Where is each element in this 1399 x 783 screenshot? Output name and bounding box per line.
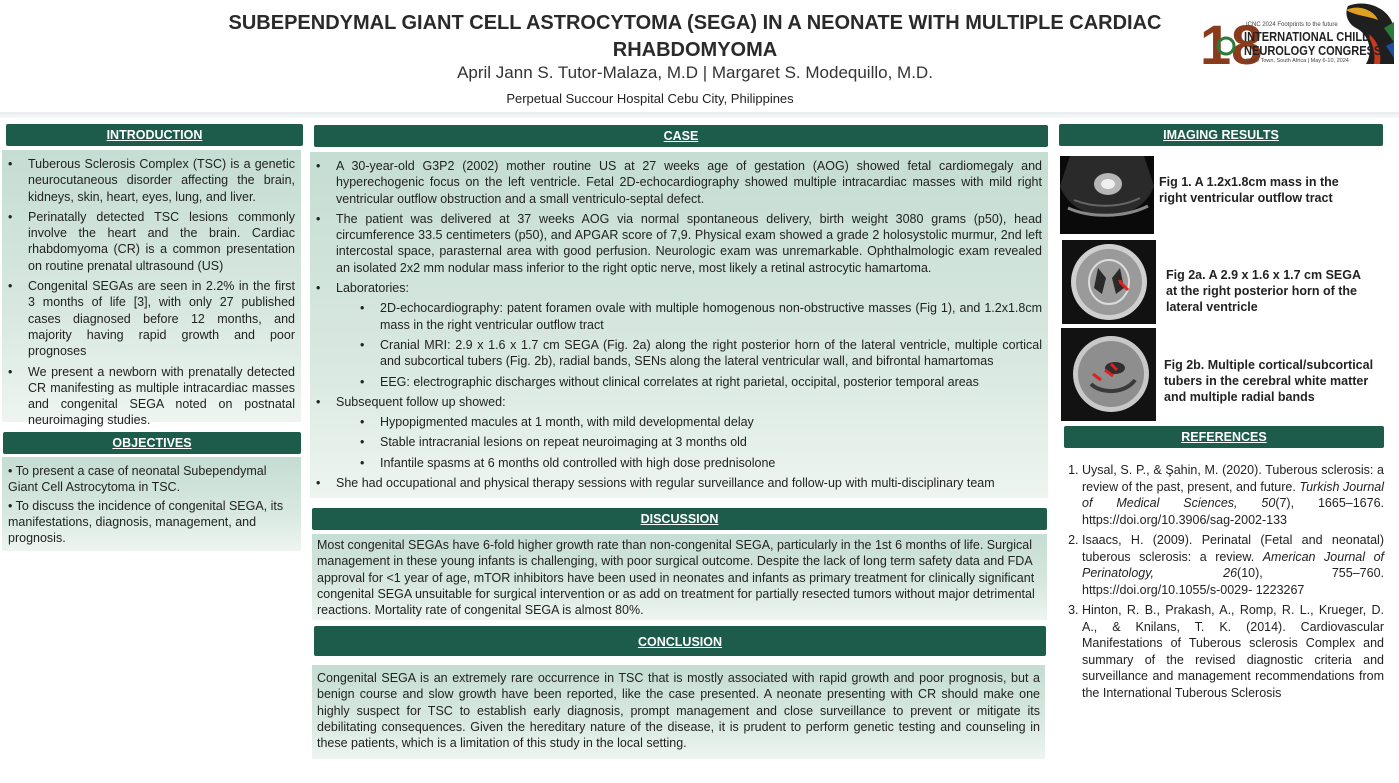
labs-list [336,300,1042,389]
followup-list [336,414,1042,471]
authors: April Jann S. Tutor-Malaza, M.D | Margaret S. Modequillo, M.D. [457,63,933,82]
fig2b-caption: Fig 2b. Multiple cortical/subcortical tubers in the cerebral white matter and multiple radial bands [1164,358,1374,404]
echo-image-art [1060,156,1154,234]
list-item [316,394,1042,471]
reference-text: (10), 755–760. https://doi.org/10.1055/s-0029- 1223267 [1082,566,1384,597]
title-line-1: SUBEPENDYMAL GIANT CELL ASTROCYTOMA (SEGA) IN A NEONATE WITH MULTIPLE CARDIAC [228,12,1162,34]
list-item: • EEG: electrographic discharges without clinical correlates at right parietal, occipital, posterior temporal areas [336,374,1042,390]
mri-axial-image [1062,240,1156,324]
discussion-panel [312,534,1047,620]
header-divider [0,112,1399,118]
fig2a-caption: Fig 2a. A 2.9 x 1.6 x 1.7 cm SEGA at the right posterior horn of the lateral ventricle [1166,268,1361,314]
reference-item [1082,602,1384,701]
logo-number: 18 [1200,13,1263,70]
list-item: • Congenital SEGAs are seen in 2.2% in the first 3 months of life [3], with only 27 published cases diagnosed before 12 months, and majority having rapid growth and poor prognoses [8,278,295,359]
reference-item [1082,462,1384,528]
case-panel [310,152,1048,498]
poster-title [200,10,1190,64]
reference-text: Isaacs, H. (2009). Perinatal (Fetal and neonatal) tuberous sclerosis: a review. [1082,533,1384,564]
mri-sagittal-image-art [1061,328,1156,421]
case-list [316,158,1042,491]
imaging-heading: IMAGING RESULTS [1059,124,1383,146]
introduction-heading: INTRODUCTION [6,124,303,146]
objectives-panel [2,457,301,551]
logo-name-line1: INTERNATIONAL CHILD [1244,29,1371,44]
poster-header [0,0,1399,114]
followup-label: Subsequent follow up showed: [336,394,506,409]
reference-journal: American Journal of Perinatology, 26 [1082,549,1384,580]
logo-name-line2: NEUROLOGY CONGRESS [1244,43,1382,58]
list-item: • Cranial MRI: 2.9 x 1.6 x 1.7 cm SEGA (Fig. 2a) along the right posterior horn of the lateral ventricle, multiple cortical and subcortical tubers (Fig. 2b), radial bands, SENs along the lateral ventricular wall, and bifrontal hamartomas [336,337,1042,370]
list-item: • The patient was delivered at 37 weeks AOG via normal spontaneous delivery, birth weight 3080 grams (p50), head circumference 33.5 centimeters (p50), and APGAR score of 7,9. Physical exam showed a grade 2 holosystolic murmur, 2nd left intercostal space, parasternal area with good perfusion. Neurologic exam was unremarkable. Ophthalmologic exam revealed an isolated 2x2 mm nodular mass inferior to the right optic nerve, most likely a retinal astrocytic hamartoma. [316,211,1042,276]
list-item [316,280,1042,390]
reference-text: (7), 1665–1676. https://doi.org/10.3906/sag-2002-133 [1082,496,1385,527]
fig1-caption: Fig 1. A 1.2x1.8cm mass in the right ventricular outflow tract [1159,175,1339,205]
list-item: • Perinatally detected TSC lesions commonly involve the heart and the brain. Cardiac rhabdomyoma (CR) is a common presentation on routine prenatal ultrasound (US) [8,209,295,274]
list-item: • Infantile spasms at 6 months old controlled with high dose prednisolone [336,455,1042,471]
reference-text: Hinton, R. B., Prakash, A., Romp, R. L., Krueger, D. A., & Knilans, T. K. (2014). Cardiovascular Manifestations of Tuberous sclerosis Complex and summary of the revised diagnostic criteria and surveillance and management recommendations from the International Tuberous Sclerosis [1082,603,1384,700]
objective-item: • To present a case of neonatal Subependymal Giant Cell Astrocytoma in TSC. [8,464,267,495]
conclusion-heading: CONCLUSION [314,626,1046,656]
title-line-2: RHABDOMYOMA [612,39,778,61]
list-item: • 2D-echocardiography: patent foramen ovale with multiple homogenous non-obstructive masses (Fig 1), and 1.2x1.8cm mass in the right ventricular outflow tract [336,300,1042,333]
logo-tagline: ICNC 2024 Footprints to the future [1246,22,1338,28]
list-item: • She had occupational and physical therapy sessions with regular surveillance and follow-up with multi-disciplinary team [316,475,1042,491]
references-panel [1066,462,1384,705]
discussion-text: Most congenital SEGAs have 6-fold higher growth rate than non-congenital SEGA, particularly in the 1st 6 months of life. Surgical management in these young infants is challenging, with poor surgical outcome. Despite the lack of long term safety data and FDA approval for <1 year of age, mTOR inhibitors have been used in neonates and infants as primary treatment for clinically significant congenital SEGA unsuitable for surgical intervention or as add on treatment for partially resected tumors without major detrimental reactions. Mortality rate of congenital SEGA is almost 80%. [317,538,1035,618]
references-heading: REFERENCES [1064,426,1384,448]
logo-place: Cape Town, South Africa | May 6-10, 2024 [1246,58,1349,64]
reference-item [1082,532,1384,598]
references-list [1066,462,1384,701]
discussion-heading: DISCUSSION [312,508,1047,530]
mri-sagittal-image [1061,328,1156,421]
list-item: • Tuberous Sclerosis Complex (TSC) is a genetic neurocutaneous disorder affecting the brain, kidneys, skin, heart, eyes, lung, and liver. [8,156,295,205]
labs-label: Laboratories: [336,281,409,296]
mri-axial-image-art [1062,240,1156,324]
conclusion-text: Congenital SEGA is an extremely rare occurrence in TSC that is mostly associated with rapid growth and poor prognosis, but a benign course and slow growth have been reported, like the case presented. A neonate presenting with CR should make one highly suspect for TSC to establish early diagnosis, prompt management and close surveillance to prevent or mitigate its debilitating consequences. Given the hereditary nature of the disease, it is prudent to perform genetic testing and counseling in these patients, which is a limitation of this study in the local setting. [317,671,1040,751]
conclusion-panel [312,665,1045,759]
objective-item: • To discuss the incidence of congenital SEGA, its manifestations, diagnosis, management, and prognosis. [8,498,284,546]
list-item: • We present a newborn with prenatally detected CR manifesting as multiple intracardiac masses and congenital SEGA noted on postnatal neuroimaging studies. [8,364,295,429]
congress-logo [1198,2,1398,70]
introduction-list [8,156,295,429]
reference-text: Uysal, S. P., & Şahin, M. (2020). Tuberous sclerosis: a review of the past, present, and future. [1082,463,1384,494]
introduction-panel [2,150,301,428]
affiliation: Perpetual Succour Hospital Cebu City, Philippines [506,91,794,106]
objectives-heading: OBJECTIVES [3,432,301,454]
list-item: • A 30-year-old G3P2 (2002) mother routine US at 27 weeks age of gestation (AOG) showed fetal cardiomegaly and hyperechogenic focus on the left ventricle. Fetal 2D-echocardiography showed multiple intracardiac masses with mild right ventricular outflow obstruction and a small ventriculo-septal defect. [316,158,1042,207]
list-item: • Hypopigmented macules at 1 month, with mild developmental delay [336,414,1042,430]
echo-image [1060,156,1154,234]
reference-journal: Turkish Journal of Medical Sciences, 50 [1082,479,1384,510]
list-item: • Stable intracranial lesions on repeat neuroimaging at 3 months old [336,434,1042,450]
case-heading: CASE [314,125,1048,147]
